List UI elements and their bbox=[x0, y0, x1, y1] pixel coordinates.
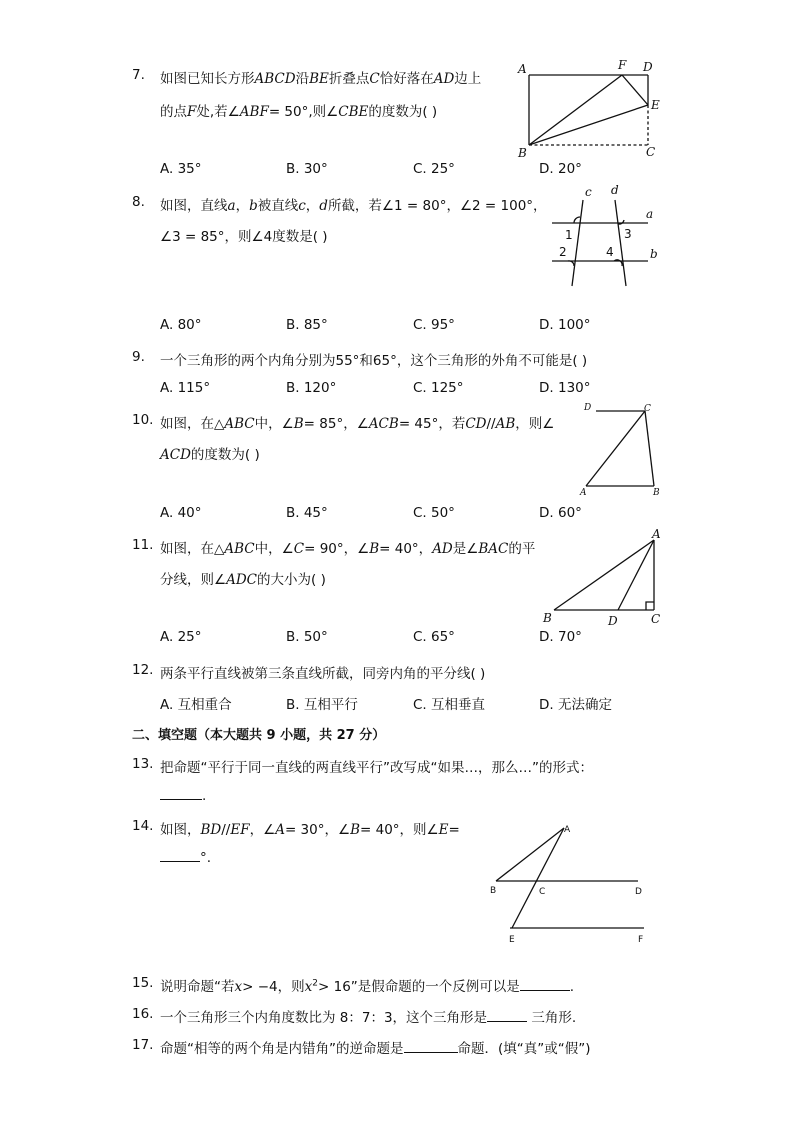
label-D: D bbox=[635, 887, 642, 897]
question-text: 一个三角形三个内角度数比为 8：7：3，这个三角形是 三角形. bbox=[160, 1010, 577, 1026]
question-text: 两条平行直线被第三条直线所截，同旁内角的平分线( ) bbox=[160, 666, 486, 682]
option-c[interactable]: C. 25° bbox=[413, 161, 455, 177]
answer-blank[interactable] bbox=[160, 787, 202, 800]
label-4: 4 bbox=[606, 245, 614, 259]
label-B: B bbox=[653, 488, 660, 498]
option-b[interactable]: B. 45° bbox=[286, 505, 328, 521]
label-A: A bbox=[652, 527, 661, 541]
label-C: C bbox=[539, 887, 546, 897]
question-text-line-2: 的点F处,若∠ABF= 50°,则∠CBE的度数为( ) bbox=[160, 104, 438, 120]
option-a[interactable]: A. 互相重合 bbox=[160, 697, 232, 713]
option-b[interactable]: B. 50° bbox=[286, 629, 328, 645]
question-text-line-2: 分线，则∠ADC的大小为( ) bbox=[160, 572, 326, 588]
question-text-line-1: 如图已知长方形ABCD沿BE折叠点C恰好落在AD边上 bbox=[160, 71, 482, 87]
section-title: 二、填空题（本大题共 9 小题，共 27 分） bbox=[132, 728, 386, 743]
option-b[interactable]: B. 30° bbox=[286, 161, 328, 177]
question-text: 说明命题“若x> −4，则$x^2> 16$”是假命题的一个反例可以是 . bbox=[160, 978, 575, 995]
answer-line: . bbox=[160, 787, 206, 804]
option-d[interactable]: D. 100° bbox=[539, 317, 591, 333]
option-d[interactable]: D. 130° bbox=[539, 380, 591, 396]
answer-blank[interactable] bbox=[487, 1009, 527, 1022]
question-text-line-2: ∠3 = 85°，则∠4度数是( ) bbox=[160, 229, 328, 245]
question-text: 命题“相等的两个角是内错角”的逆命题是 命题．(填“真”或“假”) bbox=[160, 1041, 591, 1057]
answer-blank[interactable] bbox=[160, 849, 200, 862]
option-d[interactable]: D. 60° bbox=[539, 505, 582, 521]
label-b: b bbox=[650, 247, 658, 261]
option-c[interactable]: C. 65° bbox=[413, 629, 455, 645]
question-number: 9. bbox=[132, 349, 145, 365]
option-a[interactable]: A. 80° bbox=[160, 317, 202, 333]
question-number: 7. bbox=[132, 67, 145, 83]
label-D: D bbox=[643, 60, 653, 74]
label-F: F bbox=[638, 935, 644, 945]
option-c[interactable]: C. 95° bbox=[413, 317, 455, 333]
label-B: B bbox=[490, 886, 497, 896]
label-A: A bbox=[580, 488, 587, 498]
question-number: 8. bbox=[132, 194, 145, 210]
question-number: 14. bbox=[132, 818, 154, 834]
option-b[interactable]: B. 互相平行 bbox=[286, 697, 358, 713]
option-a[interactable]: A. 40° bbox=[160, 505, 202, 521]
option-b[interactable]: B. 120° bbox=[286, 380, 337, 396]
question-number: 12. bbox=[132, 662, 154, 678]
answer-blank[interactable] bbox=[520, 978, 570, 991]
question-number: 10. bbox=[132, 412, 154, 428]
label-C: C bbox=[646, 145, 656, 159]
label-B: B bbox=[518, 146, 527, 160]
label-1: 1 bbox=[565, 228, 573, 242]
label-a: a bbox=[646, 207, 654, 221]
question-number: 11. bbox=[132, 537, 154, 553]
question-text-line-1: 如图，BD//EF，∠A= 30°，∠B= 40°，则∠E= bbox=[160, 822, 460, 838]
right-triangle-figure bbox=[538, 524, 668, 630]
answer-blank[interactable] bbox=[404, 1040, 458, 1053]
triangle-abc-figure bbox=[576, 398, 672, 502]
label-C: C bbox=[651, 612, 661, 626]
option-a[interactable]: A. 35° bbox=[160, 161, 202, 177]
label-c: c bbox=[585, 185, 592, 199]
option-b[interactable]: B. 85° bbox=[286, 317, 328, 333]
label-E: E bbox=[651, 98, 660, 112]
option-c[interactable]: C. 50° bbox=[413, 505, 455, 521]
option-d[interactable]: D. 20° bbox=[539, 161, 582, 177]
label-D: D bbox=[584, 403, 592, 413]
label-D: D bbox=[608, 614, 618, 628]
label-B: B bbox=[543, 611, 552, 625]
label-d: d bbox=[611, 183, 619, 197]
question-text-line-1: 如图，直线a，b被直线c，d所截，若∠1 = 80°，∠2 = 100°， bbox=[160, 198, 547, 214]
question-number: 16. bbox=[132, 1006, 154, 1022]
parallel-lines-figure bbox=[544, 182, 666, 290]
question-text: 一个三角形的两个内角分别为55°和65°，这个三角形的外角不可能是( ) bbox=[160, 353, 588, 369]
option-c[interactable]: C. 互相垂直 bbox=[413, 697, 486, 713]
question-text-line-1: 如图，在△ABC中，∠C= 90°，∠B= 40°，AD是∠BAC的平 bbox=[160, 541, 536, 557]
question-text-line-2: ACD的度数为( ) bbox=[160, 447, 260, 463]
label-E: E bbox=[509, 935, 515, 945]
label-3: 3 bbox=[624, 227, 632, 241]
option-c[interactable]: C. 125° bbox=[413, 380, 464, 396]
answer-line: °. bbox=[160, 849, 211, 866]
option-a[interactable]: A. 115° bbox=[160, 380, 211, 396]
label-F: F bbox=[618, 58, 627, 72]
label-C: C bbox=[644, 404, 651, 414]
label-2: 2 bbox=[559, 245, 567, 259]
question-number: 17. bbox=[132, 1037, 154, 1053]
label-A: A bbox=[564, 825, 571, 835]
question-text-line-1: 如图，在△ABC中，∠B= 85°，∠ACB= 45°，若CD//AB，则∠ bbox=[160, 416, 555, 432]
question-text: 把命题“平行于同一直线的两直线平行”改写成“如果…，那么…”的形式： bbox=[160, 760, 593, 776]
option-d[interactable]: D. 70° bbox=[539, 629, 582, 645]
option-d[interactable]: D. 无法确定 bbox=[539, 697, 612, 713]
option-a[interactable]: A. 25° bbox=[160, 629, 202, 645]
rectangle-fold-figure bbox=[512, 56, 672, 164]
parallel-lines-triangle-figure bbox=[486, 818, 656, 946]
question-number: 15. bbox=[132, 975, 154, 991]
label-A: A bbox=[518, 62, 527, 76]
question-number: 13. bbox=[132, 756, 154, 772]
